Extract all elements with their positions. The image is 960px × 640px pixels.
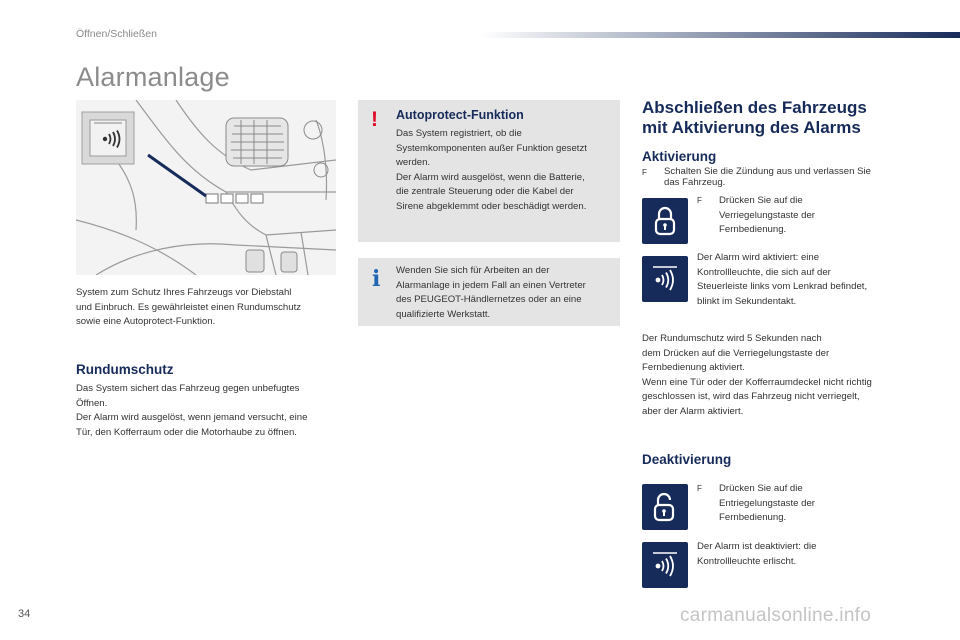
alarm-signal-icon: [650, 264, 680, 294]
page-number: 34: [18, 608, 31, 620]
autoprotect-box: [358, 100, 620, 242]
watermark: carmanualsonline.info: [680, 605, 872, 626]
alarm-off-text: Der Alarm ist deaktiviert: die Kontrollleuchte erlischt.: [697, 541, 817, 567]
bullet-marker: F: [697, 484, 702, 493]
step-press-lock-text: Drücken Sie auf die Verriegelungstaste der Fernbedienung.: [719, 195, 815, 235]
unlock-icon: [653, 492, 677, 522]
rundumschutz-note: Der Rundumschutz wird 5 Sekunden nach dem Drücken auf die Verriegelungstaste der Fernbedienung aktiviert. Wenn eine Tür oder der Kofferraumdeckel nicht richtig geschlossen ist, wird das Fahrzeug nicht verriegelt, aber der Alarm aktiviert.: [642, 333, 872, 417]
lock-icon: [654, 206, 676, 236]
alarm-signal-icon: [102, 130, 122, 153]
deaktivierung-heading: Deaktivierung: [642, 452, 732, 467]
page-title: Alarmanlage: [76, 62, 230, 92]
lock-key-icon-tile: [642, 198, 688, 244]
step-ignition-off: [642, 166, 942, 188]
info-icon: i: [372, 266, 381, 292]
step-ignition-text: Schalten Sie die Zündung aus und verlassen Sie das Fahrzeug.: [664, 166, 871, 188]
step-press-unlock-text: Drücken Sie auf die Entriegelungstaste der Fernbedienung.: [719, 483, 815, 523]
info-text: Wenden Sie sich für Arbeiten an der Alarmanlage in jedem Fall an einen Vertreter des PEUGEOT-Händlernetzes oder an eine qualifizierte Werkstatt.: [396, 265, 586, 320]
alarm-off-icon-tile: [642, 542, 688, 588]
bullet-marker: F: [642, 168, 647, 177]
step-press-unlock: [697, 482, 927, 526]
autoprotect-heading: Autoprotect-Funktion: [396, 108, 524, 122]
header-bar: [480, 32, 960, 38]
alarm-active-text: Der Alarm wird aktiviert: eine Kontrollleuchte, die sich auf der Steuerleiste links vom Lenkrad befindet, blinkt im Sekundentakt.: [697, 252, 868, 307]
bullet-marker: F: [697, 196, 702, 205]
rundumschutz-text: Das System sichert das Fahrzeug gegen unbefugtes Öffnen. Der Alarm wird ausgelöst, wenn jemand versucht, eine Tür, den Kofferraum oder die Motorhaube zu öffnen.: [76, 383, 308, 438]
lock-alarm-heading: Abschließen des Fahrzeugs mit Aktivierung des Alarms: [642, 98, 867, 137]
aktivierung-heading: Aktivierung: [642, 149, 717, 164]
rundumschutz-heading: Rundumschutz: [76, 362, 174, 377]
section-label: Öffnen/Schließen: [76, 28, 157, 40]
dashboard-illustration: [76, 100, 336, 275]
unlock-key-icon-tile: [642, 484, 688, 530]
warning-icon: !: [371, 108, 378, 131]
alarm-indicator-icon-tile: [642, 256, 688, 302]
alarm-signal-icon: [650, 550, 680, 580]
autoprotect-text: Das System registriert, ob die Systemkomponenten außer Funktion gesetzt werden. Der Alarm wird ausgelöst, wenn die Batterie, die zentrale Steuerung oder die Kabel der Sirene abgeklemmt oder beschädigt werden.: [396, 128, 587, 212]
info-box: [358, 258, 620, 326]
step-press-lock: [697, 194, 927, 238]
intro-text: System zum Schutz Ihres Fahrzeugs vor Diebstahl und Einbruch. Es gewährleistet einen Rundumschutz sowie eine Autoprotect-Funktion.: [76, 287, 302, 327]
